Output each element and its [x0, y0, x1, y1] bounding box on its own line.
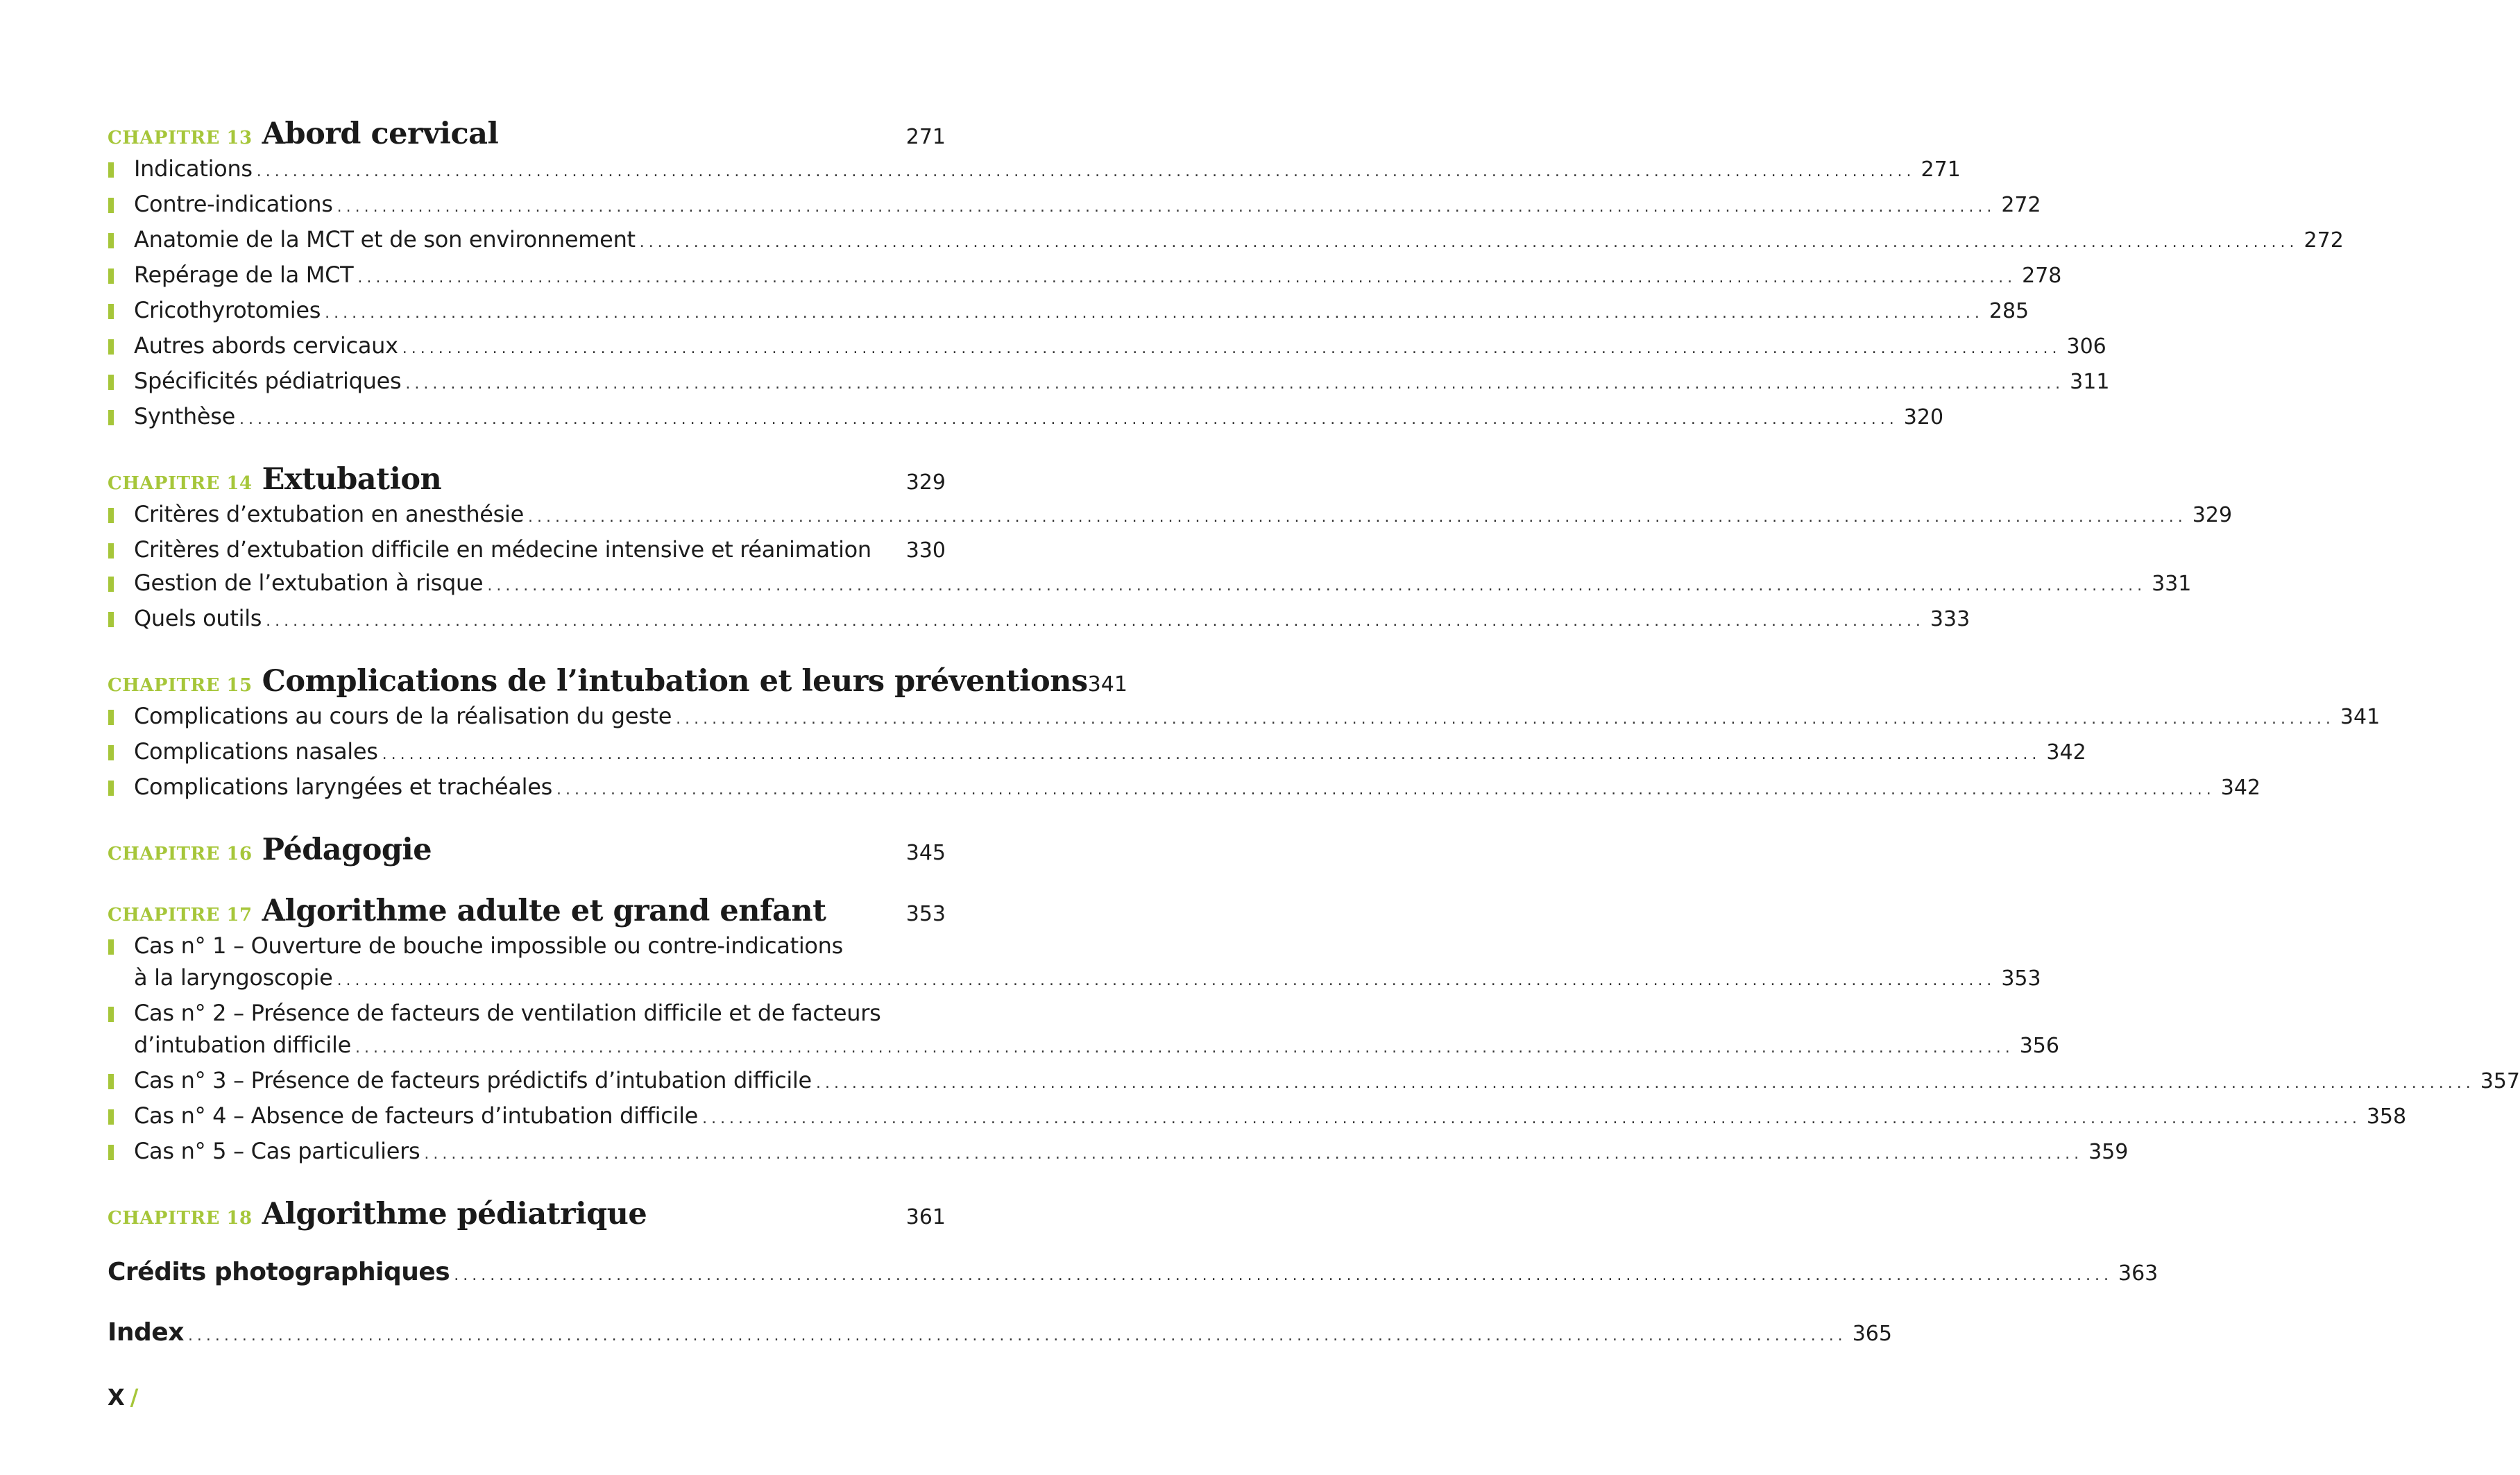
chapter-page-number: 345	[905, 841, 946, 865]
bullet-marker	[108, 781, 114, 796]
entry-text: Repérage de la MCT	[134, 262, 354, 288]
entry-page-number: 356	[2019, 1034, 2059, 1058]
dot-leader	[266, 606, 1925, 638]
toc-entry	[108, 259, 2062, 294]
chapter-page-number: 353	[905, 902, 946, 926]
dot-leader	[357, 262, 2016, 294]
toc-entry-line	[134, 1029, 2059, 1064]
bullet-marker	[108, 268, 114, 284]
entry-page-number: 357	[2480, 1069, 2520, 1093]
chapter-page-number: 341	[1087, 672, 1127, 697]
toc-entry-line	[134, 400, 1944, 436]
dot-leader	[676, 704, 2335, 735]
dot-leader	[257, 156, 1916, 188]
dot-leader	[382, 739, 2041, 771]
chapter-section	[108, 117, 2344, 436]
dot-leader	[528, 502, 2187, 534]
entry-page-number: 342	[2046, 740, 2086, 765]
entry-page-number: 331	[2152, 572, 2192, 596]
special-title: Index	[108, 1318, 184, 1347]
toc-entry-line	[134, 962, 2041, 997]
special-page-number: 363	[2118, 1261, 2159, 1286]
toc-entry	[108, 498, 2233, 534]
toc-entry	[108, 567, 2192, 602]
bullet-marker	[108, 1074, 114, 1089]
chapter-title: Complications de l’intubation et leurs préventions	[262, 664, 1088, 699]
table-of-contents	[108, 117, 2520, 1379]
entry-text: Complications nasales	[134, 738, 378, 765]
dot-leader	[424, 1139, 2083, 1170]
bullet-marker	[108, 162, 114, 178]
bullet-marker	[108, 304, 114, 319]
bullet-marker	[108, 710, 114, 725]
toc-entry	[108, 188, 2041, 223]
dot-leader	[355, 1032, 2014, 1064]
chapter-heading	[108, 833, 946, 867]
entry-page-number: 329	[2192, 503, 2233, 527]
toc-entry-line	[134, 1100, 2407, 1135]
bullet-marker	[108, 543, 114, 559]
entry-text: Complications laryngées et trachéales	[134, 774, 552, 800]
chapter-title: Algorithme adulte et grand enfant	[262, 894, 826, 928]
bullet-marker	[108, 198, 114, 213]
entry-page-number: 359	[2088, 1140, 2129, 1164]
bullet-marker	[108, 577, 114, 592]
toc-entry	[108, 153, 1961, 188]
entry-text: Cas n° 1 – Ouverture de bouche impossible ou contre-indications	[134, 932, 844, 959]
toc-entry-line	[134, 534, 946, 567]
dot-leader	[402, 333, 2061, 365]
toc-entry-line	[134, 188, 2041, 223]
toc-entry	[108, 365, 2110, 400]
dot-leader	[325, 298, 1984, 330]
toc-entry	[108, 534, 946, 567]
dot-leader	[405, 368, 2064, 400]
chapter-label: CHAPITRE 18	[108, 1208, 253, 1229]
entry-page-number: 333	[1930, 607, 1970, 631]
dot-leader	[556, 774, 2215, 806]
toc-entry-line	[134, 700, 2381, 735]
toc-entry	[108, 223, 2344, 259]
chapter-heading	[108, 894, 946, 928]
page-footer	[108, 1384, 138, 1410]
chapter-section	[108, 894, 2520, 1170]
chapter-section	[108, 462, 2233, 638]
entry-text: Cas n° 2 – Présence de facteurs de ventilation difficile et de facteurs	[134, 1000, 881, 1026]
dot-leader	[337, 191, 1996, 223]
chapter-page-number: 329	[905, 470, 946, 495]
chapter-section	[108, 833, 946, 867]
entry-page-number: 353	[2001, 966, 2041, 991]
entry-text: Cas n° 4 – Absence de facteurs d’intubation difficile	[134, 1102, 699, 1129]
bullet-marker	[108, 745, 114, 760]
toc-entry-line	[134, 1135, 2129, 1170]
chapter-label: CHAPITRE 15	[108, 675, 253, 696]
toc-entry-line	[134, 997, 946, 1029]
entry-text: Contre-indications	[134, 191, 333, 217]
chapter-heading	[108, 117, 946, 151]
toc-entry-line	[134, 1064, 2520, 1100]
dot-leader	[640, 227, 2299, 259]
entry-page-number: 271	[1921, 157, 1961, 182]
toc-entry	[108, 294, 2029, 330]
chapter-section	[108, 664, 2381, 806]
toc-entry-line	[134, 223, 2344, 259]
entry-text: Critères d’extubation en anesthésie	[134, 501, 525, 527]
entry-page-number: 342	[2220, 776, 2261, 800]
page-number: X	[108, 1384, 125, 1410]
entry-page-number: 272	[2304, 228, 2344, 253]
bullet-marker	[108, 939, 114, 955]
entry-text: Indications	[134, 155, 253, 182]
chapter-heading	[108, 462, 946, 497]
bullet-marker	[108, 1109, 114, 1125]
entry-text: d’intubation difficile	[134, 1032, 351, 1058]
chapter-label: CHAPITRE 17	[108, 905, 253, 926]
dot-leader	[239, 404, 1898, 436]
entry-page-number: 278	[2022, 264, 2062, 288]
entry-page-number: 311	[2070, 370, 2110, 394]
toc-entry-line	[134, 930, 946, 962]
toc-entry	[108, 1135, 2129, 1170]
toc-entry-line	[134, 602, 1970, 638]
bullet-marker	[108, 233, 114, 248]
toc-entry	[108, 735, 2086, 771]
toc-entry	[108, 400, 1944, 436]
toc-entry	[108, 1064, 2520, 1100]
toc-entry	[108, 771, 2261, 806]
toc-entry	[108, 930, 2041, 997]
chapter-heading	[108, 1197, 946, 1231]
footer-slash: /	[130, 1384, 139, 1410]
bullet-marker	[108, 339, 114, 355]
toc-entry	[108, 700, 2381, 735]
toc-entry-line	[134, 365, 2110, 400]
toc-entry-line	[134, 330, 2106, 365]
chapter-label: CHAPITRE 16	[108, 844, 253, 864]
entry-text: Gestion de l’extubation à risque	[134, 570, 484, 596]
toc-entry	[108, 1100, 2407, 1135]
entry-page-number: 341	[2340, 705, 2381, 729]
dot-leader	[702, 1103, 2361, 1135]
entry-text: Cas n° 3 – Présence de facteurs prédictifs d’intubation difficile	[134, 1067, 812, 1093]
special-title: Crédits photographiques	[108, 1258, 450, 1286]
toc-entry	[108, 330, 2106, 365]
bullet-marker	[108, 1007, 114, 1022]
dot-leader	[487, 570, 2146, 602]
toc-entry-line	[134, 567, 2192, 602]
dot-leader	[337, 965, 1996, 997]
chapter-title: Abord cervical	[262, 117, 499, 151]
special-entry	[108, 1258, 2159, 1286]
toc-entry-line	[134, 735, 2086, 771]
entry-text: Quels outils	[134, 605, 262, 631]
toc-entry	[108, 997, 2059, 1064]
entry-text: Complications au cours de la réalisation du geste	[134, 703, 672, 729]
entry-text: Spécificités pédiatriques	[134, 368, 402, 394]
chapter-title: Extubation	[262, 462, 442, 497]
entry-page-number: 285	[1989, 299, 2029, 323]
entry-text: Critères d’extubation difficile en médecine intensive et réanimation	[134, 536, 871, 563]
dot-leader	[454, 1267, 2113, 1284]
entry-page-number: 358	[2366, 1105, 2407, 1129]
chapter-label: CHAPITRE 14	[108, 473, 253, 494]
entry-text: à la laryngoscopie	[134, 964, 333, 991]
bullet-marker	[108, 508, 114, 523]
entry-page-number: 272	[2001, 193, 2041, 217]
toc-entry-line	[134, 498, 2233, 534]
toc-entry-line	[134, 294, 2029, 330]
special-entry	[108, 1318, 1892, 1347]
chapter-title: Pédagogie	[262, 833, 432, 867]
bullet-marker	[108, 410, 114, 425]
bullet-marker	[108, 1145, 114, 1160]
toc-entry-line	[134, 259, 2062, 294]
entry-text: Synthèse	[134, 403, 236, 429]
bullet-marker	[108, 375, 114, 390]
dot-leader	[816, 1068, 2475, 1100]
dot-leader	[188, 1327, 1847, 1345]
toc-entry-line	[134, 153, 1961, 188]
entry-page-number: 306	[2066, 334, 2106, 359]
bullet-marker	[108, 612, 114, 627]
chapter-page-number: 361	[905, 1205, 946, 1229]
entry-page-number: 320	[1903, 405, 1944, 429]
chapter-heading	[108, 664, 1127, 699]
entry-text: Cas n° 5 – Cas particuliers	[134, 1138, 420, 1164]
special-page-number: 365	[1852, 1322, 1892, 1346]
chapter-title: Algorithme pédiatrique	[262, 1197, 647, 1231]
entry-text: Anatomie de la MCT et de son environnement	[134, 226, 636, 253]
toc-entry	[108, 602, 1970, 638]
chapter-label: CHAPITRE 13	[108, 128, 253, 148]
chapter-page-number: 271	[905, 125, 946, 149]
chapter-section	[108, 1197, 946, 1231]
entry-text: Cricothyrotomies	[134, 297, 321, 323]
toc-entry-line	[134, 771, 2261, 806]
entry-text: Autres abords cervicaux	[134, 332, 398, 359]
entry-page-number: 330	[905, 538, 946, 563]
